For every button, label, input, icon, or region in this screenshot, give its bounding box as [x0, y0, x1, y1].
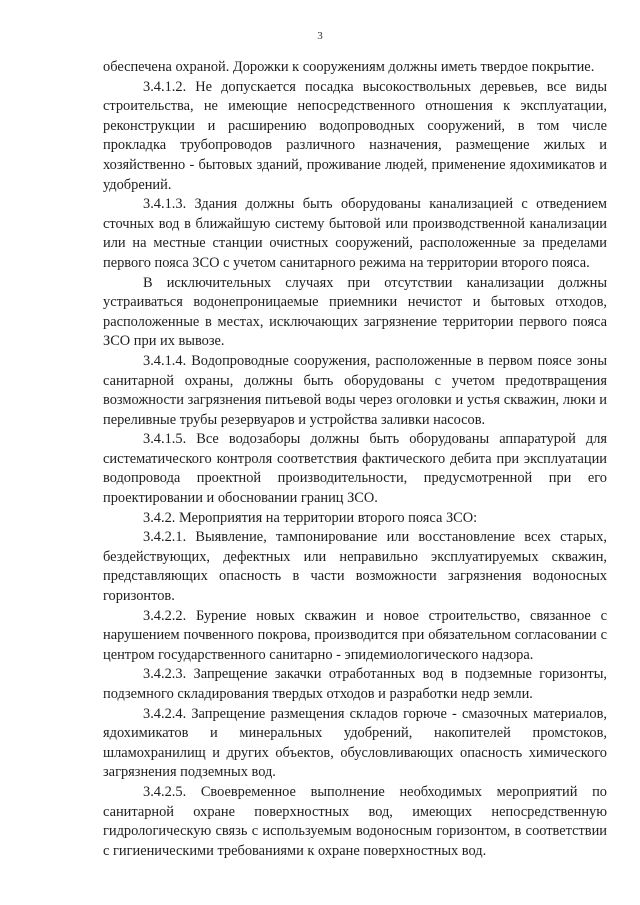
paragraph-3-4-2-1: 3.4.2.1. Выявление, тампонирование или восстановление всех старых, бездействующих, дефектных или неправильно эксплуатируемых скважин, представляющих опасность в части возможности загрязнения водоносных горизонтов. [103, 529, 607, 605]
page-number: 3 [317, 30, 323, 42]
paragraph-exceptional-cases: В исключительных случаях при отсутствии канализации должны устраиваться водонепроницаемые приемники нечистот и бытовых отходов, расположенные в местах, исключающих загрязнение территории первого пояса ЗСО при их вывозе. [103, 274, 607, 350]
paragraph-3-4-2-3: 3.4.2.3. Запрещение закачки отработанных вод в подземные горизонты, подземного складирования твердых отходов и разработки недр земли. [103, 666, 607, 702]
paragraph-3-4-2-heading: 3.4.2. Мероприятия на территории второго пояса ЗСО: [143, 509, 478, 526]
paragraph-3-4-2-5: 3.4.2.5. Своевременное выполнение необходимых мероприятий по санитарной охране поверхностных вод, имеющих непосредственную гидрологическую связь с используемым водоносным горизонтом, в соответствии с гигиеническими требованиями к охране поверхностных вод. [103, 783, 607, 859]
paragraph-3-4-1-5: 3.4.1.5. Все водозаборы должны быть оборудованы аппаратурой для систематического контроля соответствия фактического дебита при эксплуатации водопровода проектной производительности, предусмотренной при его проектировании и обосновании границ ЗСО. [103, 431, 607, 507]
paragraph-3-4-1-2: 3.4.1.2. Не допускается посадка высокоствольных деревьев, все виды строительства, не имеющие непосредственного отношения к эксплуатации, реконструкции и расширению водопроводных сооружений, в том числе прокладка трубопроводов различного назначения, размещение жилых и хозяйственно - бытовых зданий, проживание людей, применение ядохимикатов и удобрений. [103, 78, 607, 193]
paragraph-3-4-1-3: 3.4.1.3. Здания должны быть оборудованы канализацией с отведением сточных вод в ближайшую систему бытовой или производственной канализации или на местные станции очистных сооружений, расположенные за пределами первого пояса ЗСО с учетом санитарного режима на территории второго пояса. [103, 196, 607, 271]
paragraph-3-4-2-2: 3.4.2.2. Бурение новых скважин и новое строительство, связанное с нарушением почвенного покрова, производится при обязательном согласовании с центром государственного санитарно - эпидемиологического надзора. [103, 607, 607, 663]
paragraph-3-4-2-4: 3.4.2.4. Запрещение размещения складов горюче - смазочных материалов, ядохимикатов и минеральных удобрений, накопителей промстоков, шламохранилищ и других объектов, обусловливающих опасность химического загрязнения подземных вод. [103, 705, 607, 781]
document-body [103, 58, 607, 861]
paragraph-3-4-1-4: 3.4.1.4. Водопроводные сооружения, расположенные в первом поясе зоны санитарной охраны, должны быть оборудованы с учетом предотвращения возможности загрязнения питьевой воды через оголовки и устья скважин, люки и переливные трубы резервуаров и устройства заливки насосов. [103, 352, 607, 428]
paragraph-continuation: обеспечена охраной. Дорожки к сооружениям должны иметь твердое покрытие. [103, 59, 595, 75]
